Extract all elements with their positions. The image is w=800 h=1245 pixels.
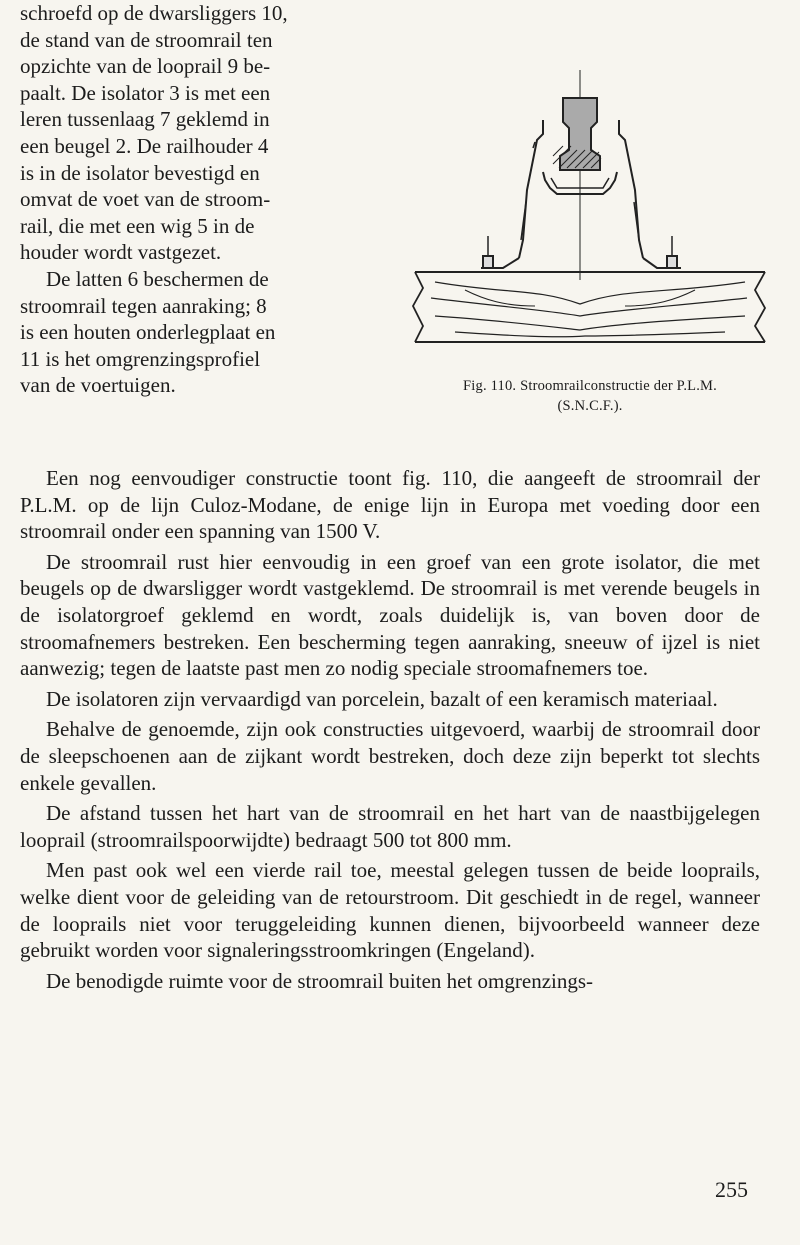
text-line: paalt. De isolator 3 is met een [20, 80, 271, 105]
paragraph: De isolatoren zijn vervaardigd van porcelein, bazalt of een keramisch materiaal. [46, 686, 718, 711]
text-line: een beugel 2. De railhouder 4 [20, 133, 269, 158]
text-line: De latten 6 beschermen de [46, 266, 269, 291]
insulator-left-side [519, 120, 543, 258]
caption-line: (S.N.C.F.). [557, 398, 623, 414]
figure-110 [395, 60, 785, 416]
text-line: rail, die met een wig 5 in de [20, 213, 255, 238]
wood-grain [435, 282, 745, 304]
latten-paragraph [20, 266, 370, 399]
caption-line: Fig. 110. Stroomrailconstructie der P.L.M. [463, 378, 717, 394]
continuation-paragraph [20, 0, 370, 266]
text-line: schroefd op de dwarsliggers 10, [20, 1, 288, 25]
body-text [20, 465, 760, 998]
paragraph: De afstand tussen het hart van de stroomrail en het hart van de naastbijgelegen looprail (stroomrailspoorwijdte) bedraagt 500 tot 800 mm. [20, 801, 760, 852]
text-line: de stand van de stroomrail ten [20, 27, 273, 52]
text-line: stroomrail tegen aanraking; 8 [20, 293, 267, 318]
rail-diagram [395, 60, 785, 360]
paragraph: Behalve de genoemde, zijn ook constructies uitgevoerd, waarbij de stroomrail door de sleepschoenen aan de zijkant wordt bestreken, doch deze zijn beperkt tot slechts enkele gevallen. [20, 717, 760, 795]
text-line: leren tussenlaag 7 geklemd in [20, 107, 270, 132]
text-line: 11 is het omgrenzingsprofiel [20, 346, 261, 371]
paragraph: Een nog eenvoudiger constructie toont fig. 110, die aangeeft de stroomrail der P.L.M. op de lijn Culoz-Modane, de enige lijn in Europa met voeding door een stroomrail onder een spanning van 1500 V. [20, 466, 760, 544]
figure-caption [395, 376, 785, 416]
paragraph: De benodigde ruimte voor de stroomrail buiten het omgrenzings- [46, 968, 594, 993]
left-text-column [20, 0, 370, 399]
text-line: houder wordt vastgezet. [20, 240, 222, 265]
text-line: is in de isolator bevestigd en [20, 160, 260, 185]
conductor-rail [560, 98, 600, 170]
text-line: opzichte van de looprail 9 be- [20, 54, 271, 79]
left-bolt [483, 256, 493, 268]
text-line: van de voertuigen. [20, 373, 176, 398]
paragraph: De stroomrail rust hier eenvoudig in een groef van een grote isolator, die met beugels op de dwarsligger wordt vastgeklemd. De stroomrail is met verende beugels in de isolatorgroef geklemd en wordt, zoals duidelijk is, van boven door de stroomafnemers bestreken. Een bescherming tegen aanraking, sneeuw of ijzel is niet aanwezig; tegen de laatste past men zo nodig speciale stroomafnemers toe. [20, 549, 760, 681]
text-line: omvat de voet van de stroom- [20, 187, 271, 212]
page-number: 255 [715, 1177, 748, 1202]
paragraph: Men past ook wel een vierde rail toe, meestal gelegen tussen de beide looprails, welke dient voor de geleiding van de retourstroom. Dit geschiedt in de regel, wanneer de looprails niet voor teruggeleiding kunnen dienen, bijvoorbeeld wanneer deze gebruikt worden voor signaleringsstroomkringen (Engeland). [20, 858, 760, 963]
right-bolt [667, 256, 677, 268]
text-line: is een houten onderlegplaat en [20, 320, 276, 345]
